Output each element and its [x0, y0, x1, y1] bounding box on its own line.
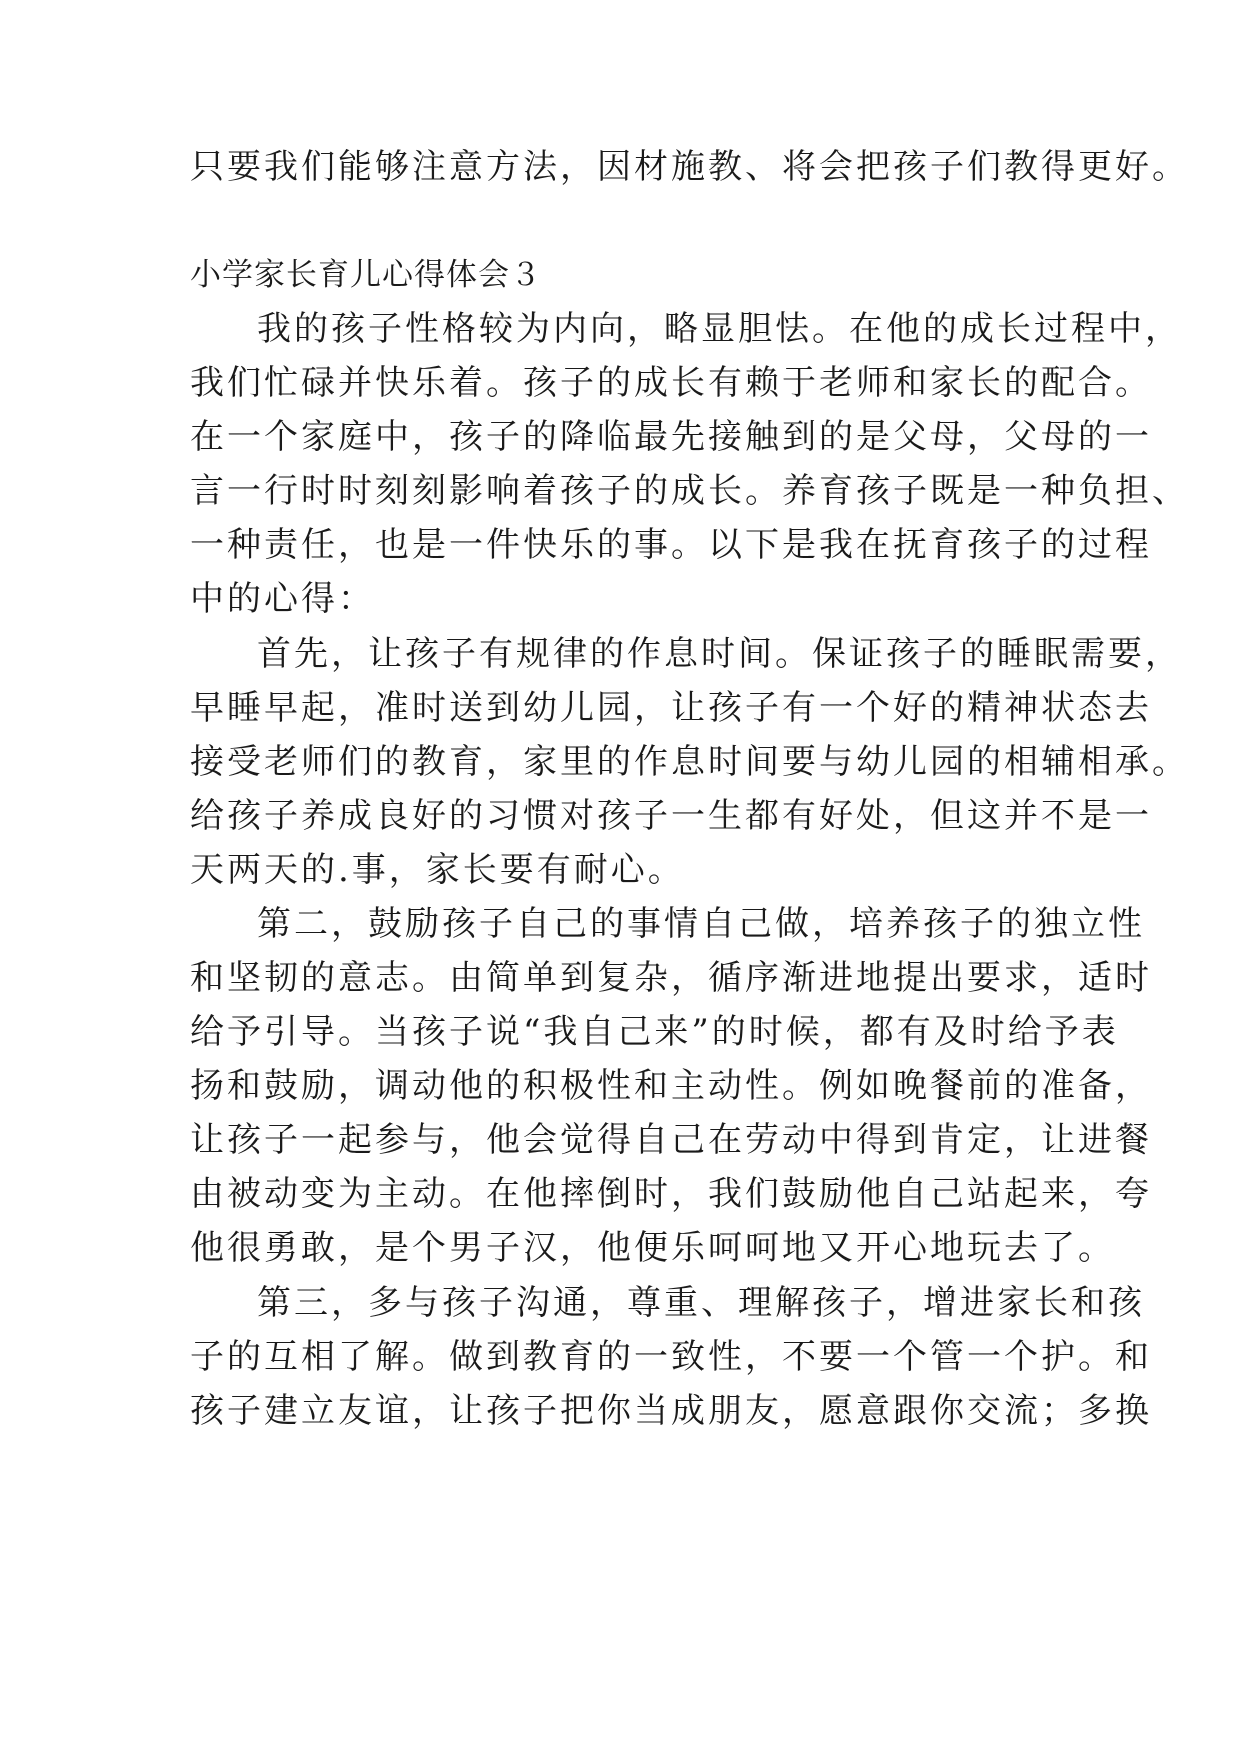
paragraph-line: 天两天的.事，家长要有耐心。 — [190, 850, 685, 890]
paragraph-line: 扬和鼓励，调动他的积极性和主动性。例如晚餐前的准备， — [190, 1066, 1152, 1106]
paragraph-line: 首先，让孩子有规律的作息时间。保证孩子的睡眠需要， — [257, 634, 1182, 674]
paragraph-line: 让孩子一起参与，他会觉得自己在劳动中得到肯定，让进餐 — [190, 1120, 1152, 1160]
paragraph-line: 言一行时时刻刻影响着孩子的成长。养育孩子既是一种负担、 — [190, 471, 1189, 511]
paragraph-line: 中的心得： — [190, 579, 375, 619]
paragraph-line: 由被动变为主动。在他摔倒时，我们鼓励他自己站起来，夸 — [190, 1174, 1152, 1214]
paragraph-line: 早睡早起，准时送到幼儿园，让孩子有一个好的精神状态去 — [190, 688, 1152, 728]
paragraph-line: 给予引导。当孩子说“我自己来”的时候，都有及时给予表 — [190, 1012, 1119, 1052]
paragraph-line: 第二，鼓励孩子自己的事情自己做，培养孩子的独立性 — [257, 904, 1145, 944]
paragraph-line-closing: 只要我们能够注意方法，因材施教、将会把孩子们教得更好。 — [190, 147, 1189, 187]
paragraph-line: 接受老师们的教育，家里的作息时间要与幼儿园的相辅相承。 — [190, 742, 1189, 782]
paragraph-line: 第三，多与孩子沟通，尊重、理解孩子，增进家长和孩 — [257, 1283, 1145, 1323]
paragraph-line: 我的孩子性格较为内向，略显胆怯。在他的成长过程中， — [257, 309, 1182, 349]
paragraph-line: 我们忙碌并快乐着。孩子的成长有赖于老师和家长的配合。 — [190, 363, 1152, 403]
paragraph-line: 和坚韧的意志。由简单到复杂，循序渐进地提出要求，适时 — [190, 958, 1152, 998]
paragraph-line: 孩子建立友谊，让孩子把你当成朋友，愿意跟你交流；多换 — [190, 1391, 1152, 1431]
paragraph-line: 子的互相了解。做到教育的一致性，不要一个管一个护。和 — [190, 1337, 1152, 1377]
paragraph-line: 一种责任，也是一件快乐的事。以下是我在抚育孩子的过程 — [190, 525, 1152, 565]
paragraph-line: 在一个家庭中，孩子的降临最先接触到的是父母，父母的一 — [190, 417, 1152, 457]
paragraph-line: 他很勇敢，是个男子汉，他便乐呵呵地又开心地玩去了。 — [190, 1228, 1115, 1268]
section-heading: 小学家长育儿心得体会３ — [190, 257, 542, 293]
paragraph-line: 给孩子养成良好的习惯对孩子一生都有好处，但这并不是一 — [190, 796, 1152, 836]
